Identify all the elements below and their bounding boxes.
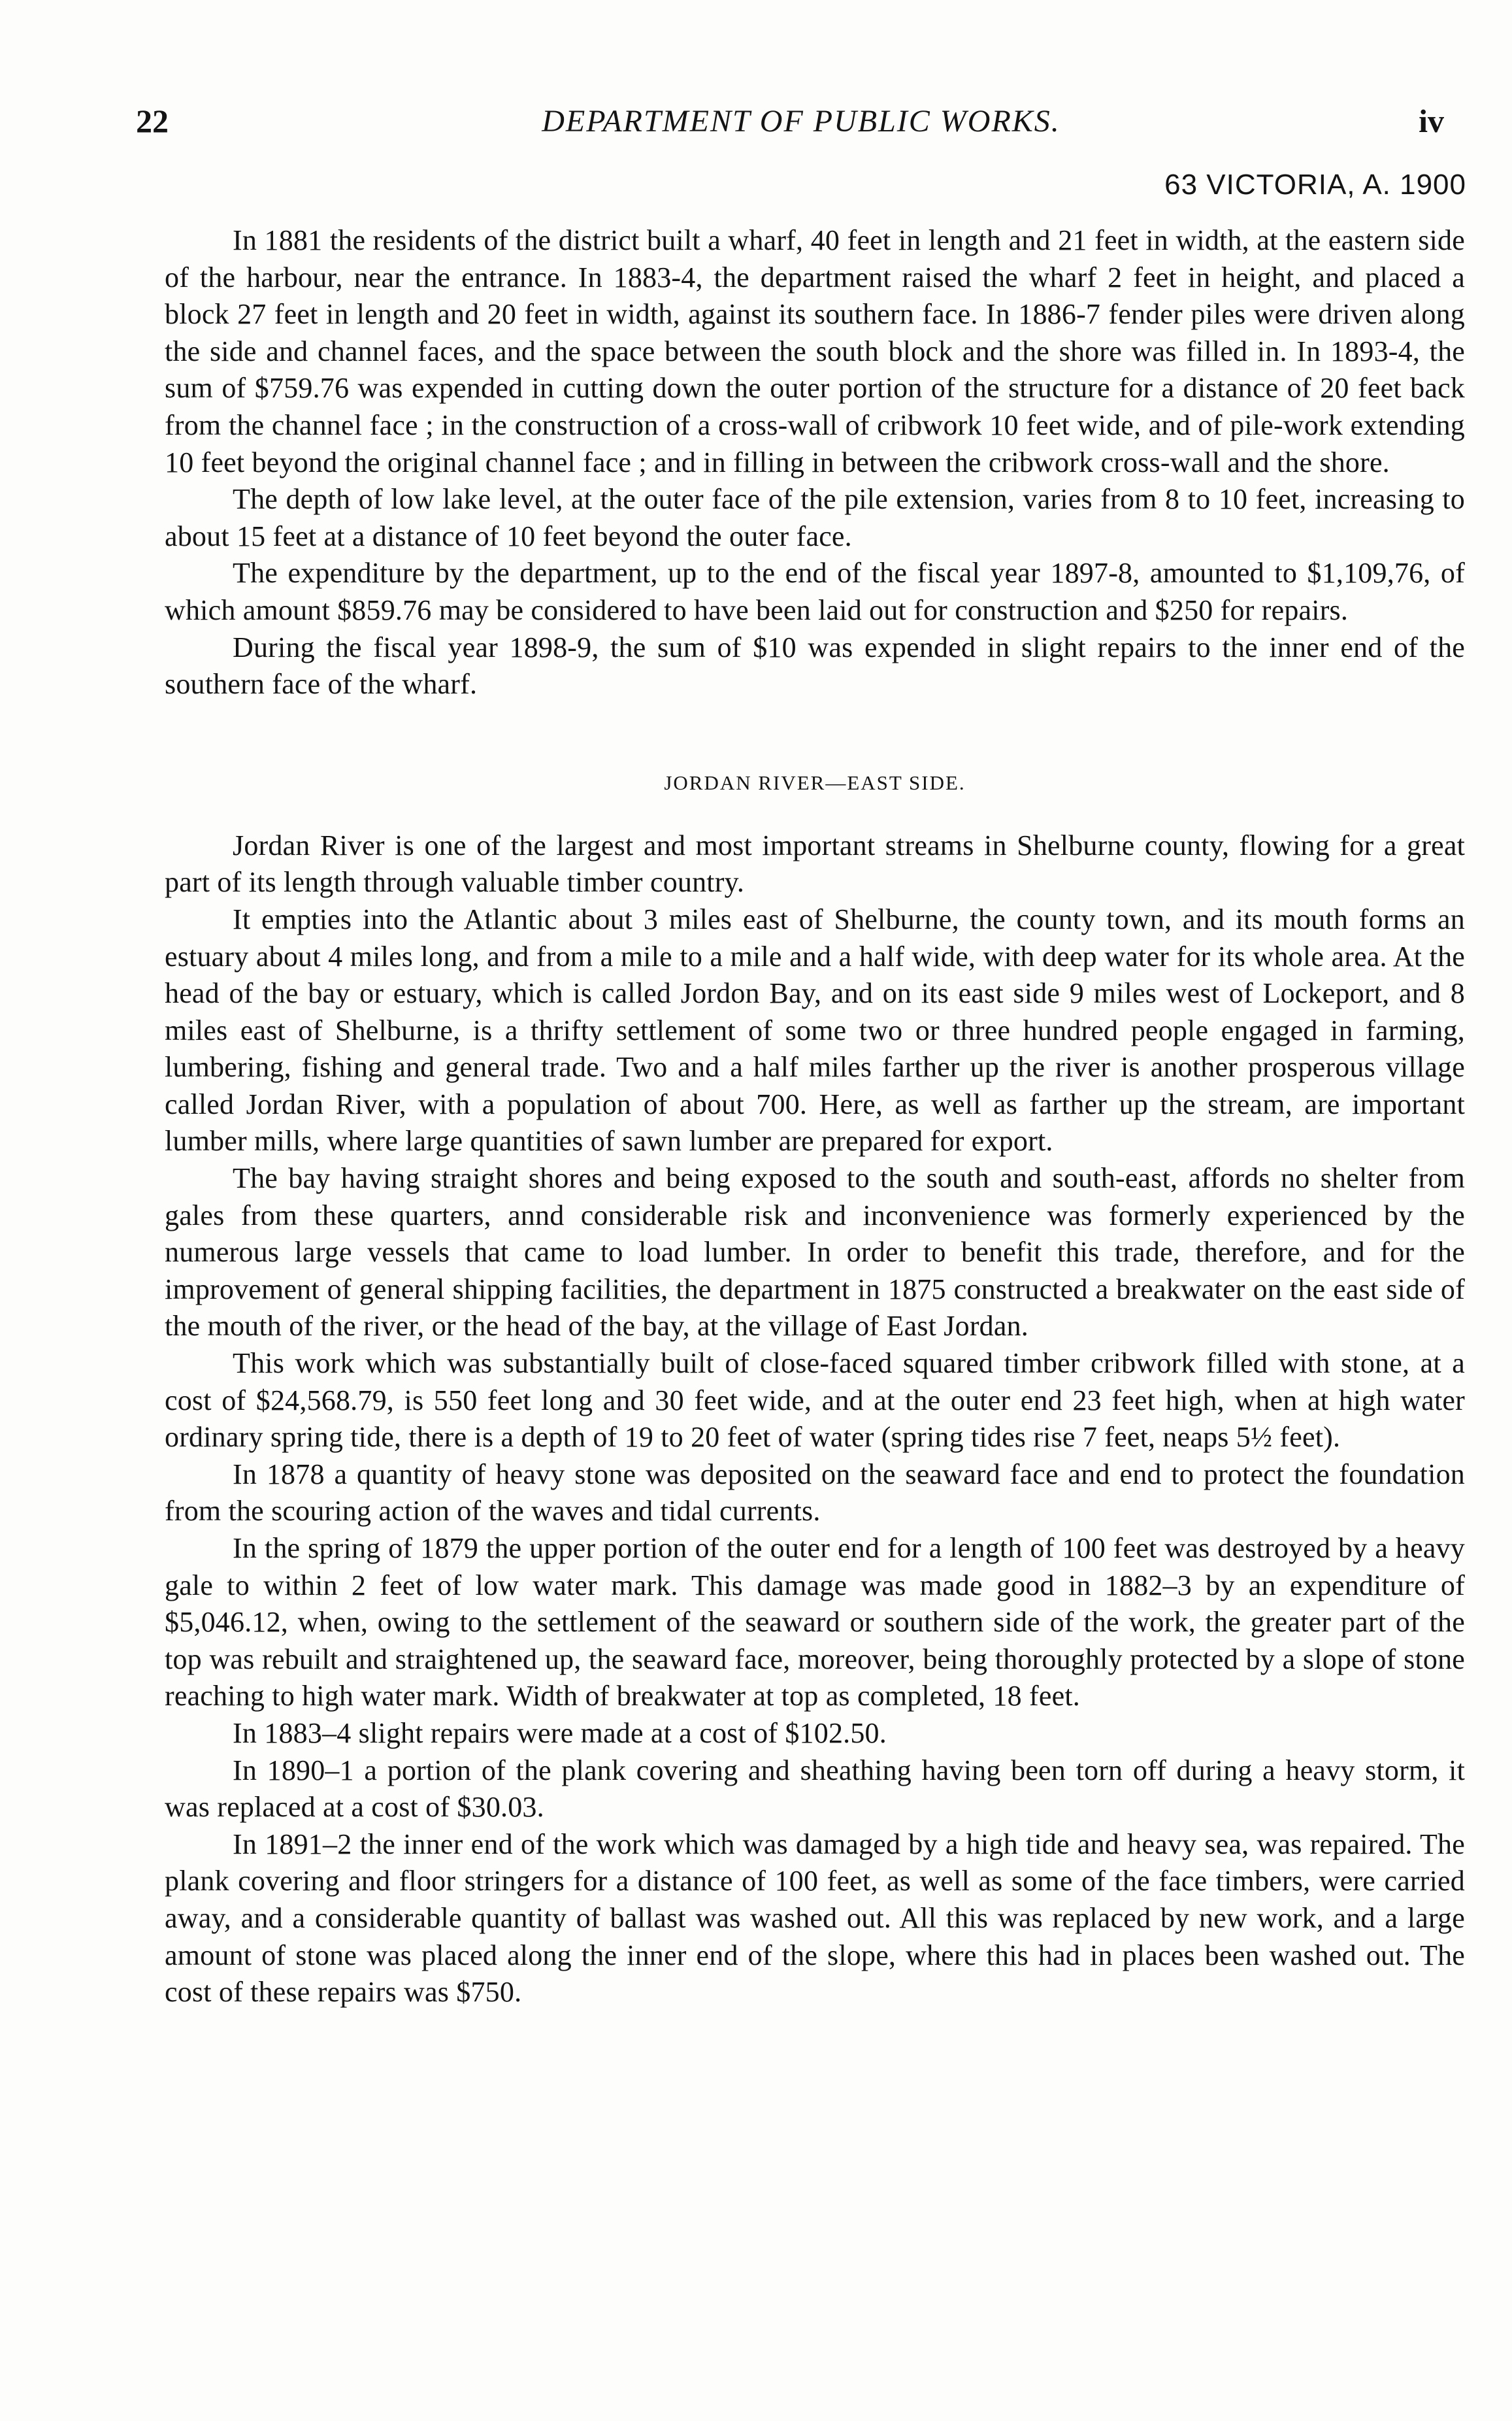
paragraph: In 1878 a quantity of heavy stone was deposited on the seaward face and end to protect the foundation from the scouring action of the waves and tidal currents. — [165, 1458, 1465, 1528]
paragraph: The bay having straight shores and being exposed to the south and south-east, affords no shelter from gales from these quarters, annd considerable risk and inconvenience was formerly experienced by the numerous large vessels that came to load lumber. In order to benefit this trade, therefore, and for the improvement of general shipping facilities, the department in 1875 constructed a breakwater on the east side of the mouth of the river, or the head of the bay, at the village of East Jordan. — [165, 1162, 1465, 1343]
paragraph: This work which was substantially built of close-faced squared timber cribwork filled with stone, at a cost of $24,568.79, is 550 feet long and 30 feet wide, and at the outer end 23 feet high, when at high water ordinary spring tide, there is a depth of 19 to 20 feet of water (spring tides rise 7 feet, neaps 5½ feet). — [165, 1347, 1465, 1454]
page-header — [136, 98, 1466, 150]
page-number: 22 — [136, 103, 169, 139]
section-heading: JORDAN RIVER—EAST SIDE. — [664, 771, 966, 794]
paragraph: The depth of low lake level, at the outer face of the pile extension, varies from 8 to 10 feet, increasing to about 15 feet at a distance of 10 feet beyond the outer face. — [165, 483, 1465, 552]
paragraph: In 1891–2 the inner end of the work which was damaged by a high tide and heavy sea, was repaired. The plank covering and floor stringers for a distance of 100 feet, as well as some of the face timbers, were carried away, and a considerable quantity of ballast was washed out. All this was replaced by new work, and a large amount of stone was placed along the inner end of the slope, where this had in places been washed out. The cost of these repairs was $750. — [165, 1828, 1465, 2009]
paragraph: During the fiscal year 1898-9, the sum of $10 was expended in slight repairs to the inner end of the southern face of the wharf. — [165, 631, 1465, 701]
page-body — [165, 222, 1465, 2011]
paragraph: In 1890–1 a portion of the plank covering and sheathing having been torn off during a heavy storm, it was replaced at a cost of $30.03. — [165, 1754, 1465, 1824]
section-marker: iv — [1419, 103, 1444, 139]
running-title: DEPARTMENT OF PUBLIC WORKS. — [542, 104, 1060, 139]
paragraph: Jordan River is one of the largest and most important streams in Shelburne county, flowing for a great part of its length through valuable timber country. — [165, 829, 1465, 899]
paragraph: It empties into the Atlantic about 3 miles east of Shelburne, the county town, and its mouth forms an estuary about 4 miles long, and from a mile to a mile and a half wide, with deep water for its whole area. At the head of the bay or estuary, which is called Jordon Bay, and on its east side 9 miles west of Lockeport, and 8 miles east of Shelburne, is a thrifty settlement of some two or three hundred people engaged in farming, lumbering, fishing and general trade. Two and a half miles farther up the river is another prosperous village called Jordan River, with a population of about 700. Here, as well as farther up the stream, are important lumber mills, where large quantities of sawn lumber are prepared for export. — [165, 903, 1465, 1158]
paragraph: In 1881 the residents of the district built a wharf, 40 feet in length and 21 feet in width, at the eastern side of the harbour, near the entrance. In 1883-4, the department raised the wharf 2 feet in height, and placed a block 27 feet in length and 20 feet in width, against its southern face. In 1886-7 fender piles were driven along the side and channel faces, and the space between the south block and the shore was filled in. In 1893-4, the sum of $759.76 was expended in cutting down the outer portion of the structure for a distance of 20 feet back from the channel face ; in the construction of a cross-wall of cribwork 10 feet wide, and of pile-work extending 10 feet beyond the original channel face ; and in filling in between the cribwork cross-wall and the shore. — [165, 224, 1465, 478]
paragraph: In the spring of 1879 the upper portion of the outer end for a length of 100 feet was destroyed by a heavy gale to within 2 feet of low water mark. This damage was made good in 1882–3 by an expenditure of $5,046.12, when, owing to the settlement of the seaward or southern side of the work, the greater part of the top was rebuilt and straightened up, the seaward face, moreover, being thoroughly protected by a slope of stone reaching to high water mark. Width of breakwater at top as completed, 18 feet. — [165, 1532, 1465, 1712]
paragraph: The expenditure by the department, up to the end of the fiscal year 1897-8, amounted to $1,109,76, of which amount $859.76 may be considered to have been laid out for construction and $250 for repairs. — [165, 557, 1465, 626]
session-label: 63 VICTORIA, A. 1900 — [1164, 169, 1466, 201]
paragraph: In 1883–4 slight repairs were made at a cost of $102.50. — [233, 1716, 887, 1749]
